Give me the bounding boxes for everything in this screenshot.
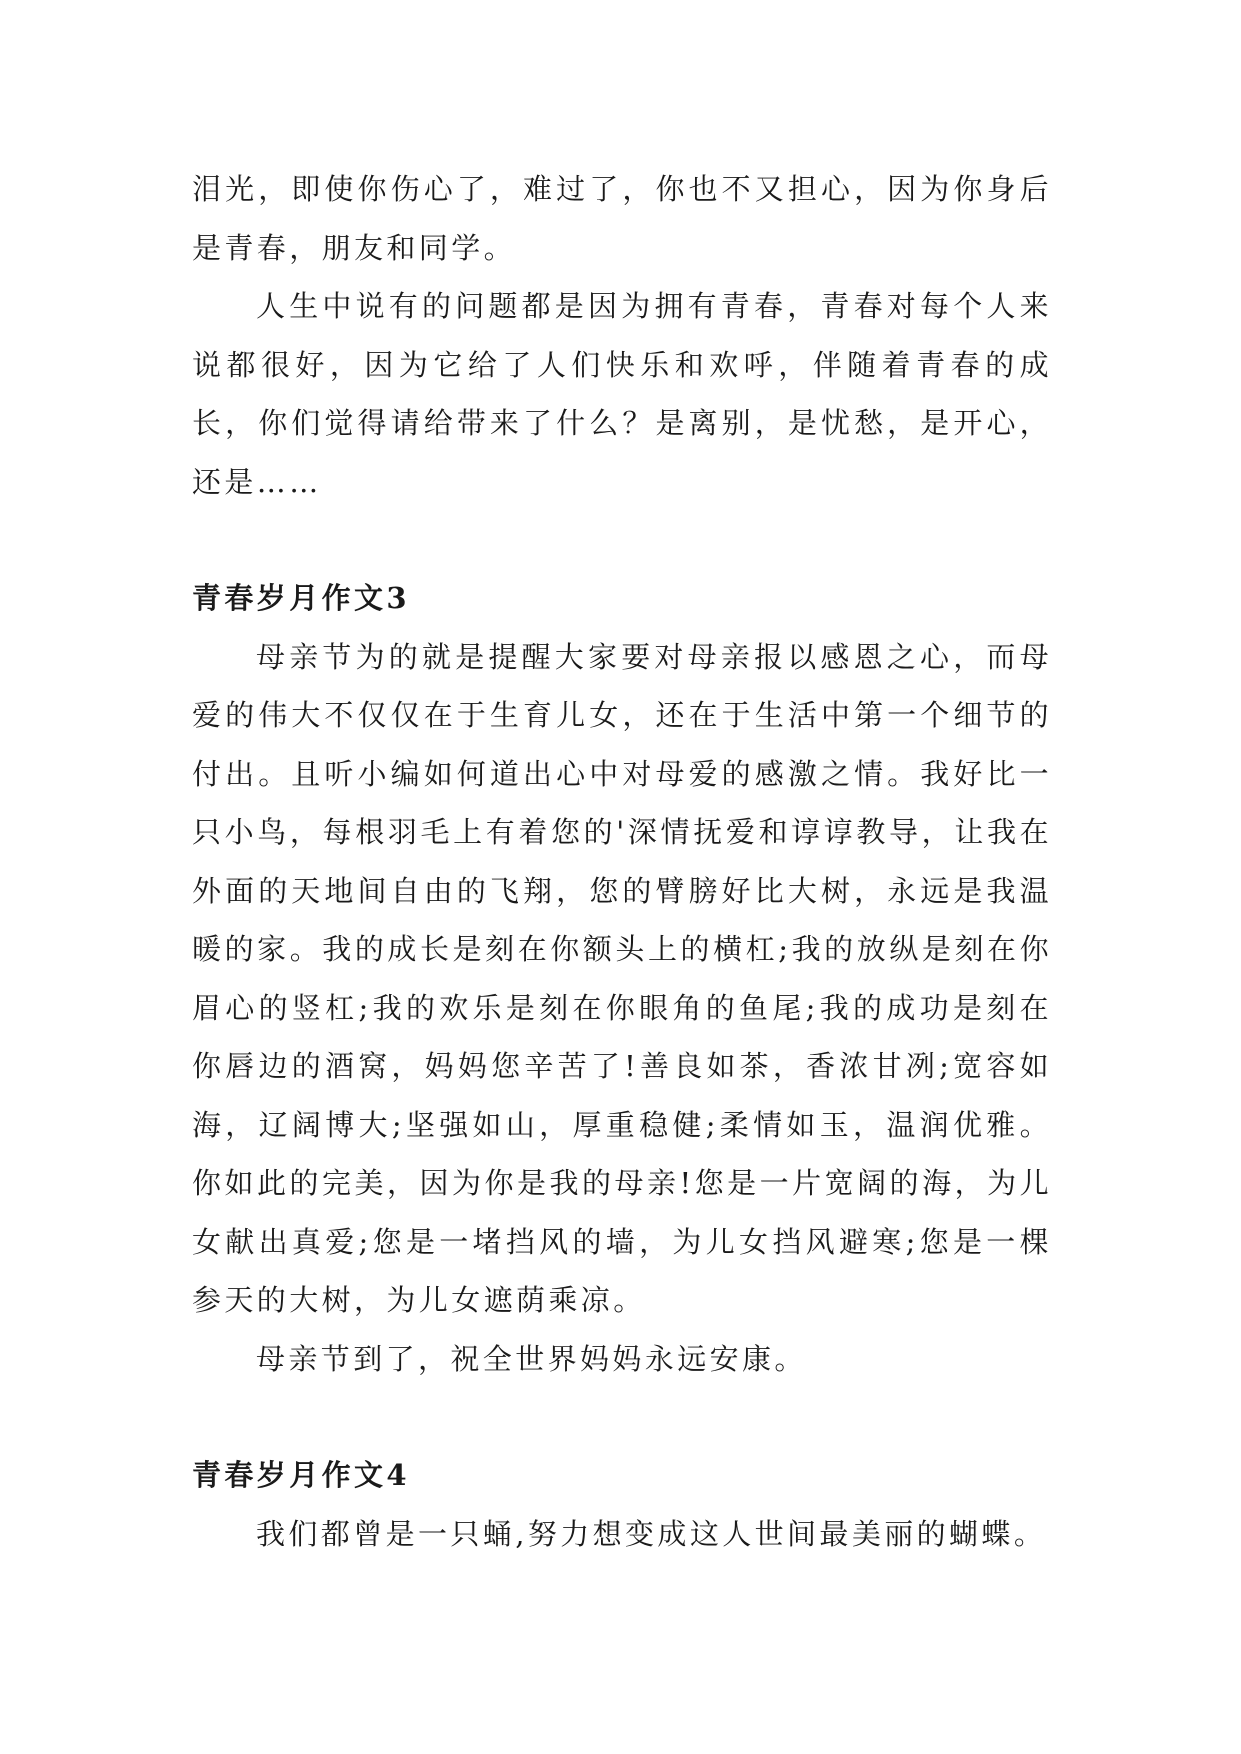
section-title-3: 青春岁月作文3 <box>192 581 410 615</box>
paragraph: 我们都曾是一只蛹,努力想变成这人世间最美丽的蝴蝶。 <box>256 1516 1047 1551</box>
paragraph: 母亲节到了，祝全世界妈妈永远安康。 <box>256 1341 807 1376</box>
section-spacer <box>192 511 1052 569</box>
section-spacer <box>192 1388 1052 1446</box>
paragraph: 人生中说有的问题都是因为拥有青春，青春对每个人来说都很好，因为它给了人们快乐和欢呼，伴随着青春的成长，你们觉得请给带来了什么？是离别，是忧愁，是开心，还是…… <box>192 289 1052 499</box>
section-title-4: 青春岁月作文4 <box>192 1458 410 1492</box>
paragraph-continued: 泪光，即使你伤心了，难过了，你也不又担心，因为你身后是青春，朋友和同学。 <box>192 172 1052 265</box>
paragraph: 母亲节为的就是提醒大家要对母亲报以感恩之心，而母爱的伟大不仅仅在于生育儿女，还在于生活中第一个细节的付出。且听小编如何道出心中对母爱的感激之情。我好比一只小鸟，每根羽毛上有着您的'深情抚爱和谆谆教导，让我在外面的天地间自由的飞翔，您的臂膀好比大树，永远是我温暖的家。我的成长是刻在你额头上的横杠;我的放纵是刻在你眉心的竖杠;我的欢乐是刻在你眼角的鱼尾;我的成功是刻在你唇边的酒窝，妈妈您辛苦了!善良如茶，香浓甘冽;宽容如海，辽阔博大;坚强如山，厚重稳健;柔情如玉，温润优雅。你如此的完美，因为你是我的母亲!您是一片宽阔的海，为儿女献出真爱;您是一堵挡风的墙，为儿女挡风避寒;您是一棵参天的大树，为儿女遮荫乘凉。 <box>192 639 1052 1317</box>
document-body <box>192 160 1052 1563</box>
